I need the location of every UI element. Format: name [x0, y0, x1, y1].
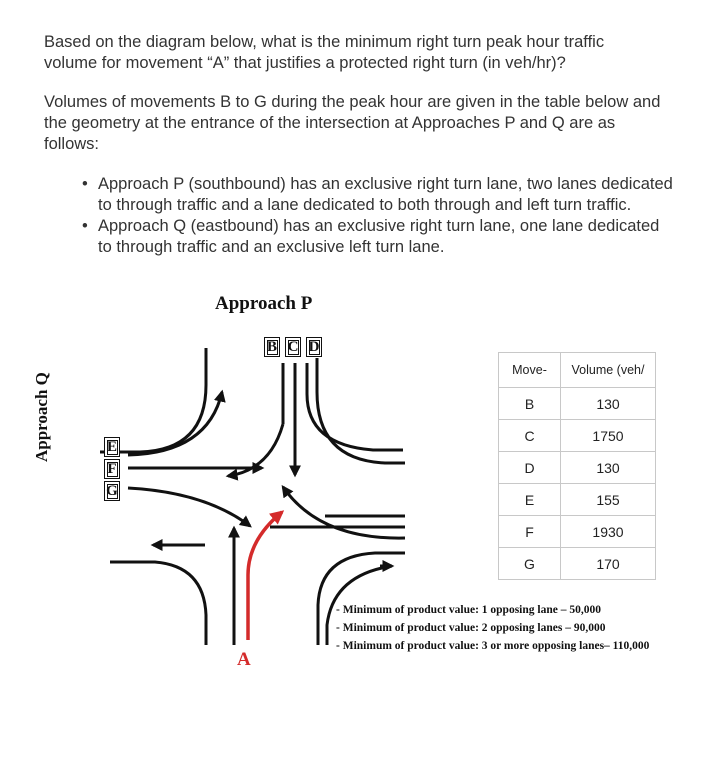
arrow-g: [128, 488, 250, 526]
arrow-a: [248, 512, 282, 640]
label-g: G: [104, 481, 120, 501]
cell-movement: D: [499, 452, 561, 484]
curb-bottom-left: [110, 562, 206, 645]
question-context-line: Volumes of movements B to G during the peak hour are given in the table below and: [44, 93, 661, 111]
question-context-line: follows:: [44, 135, 100, 153]
bullet-line: • Approach Q (eastbound) has an exclusive right turn lane, one lane dedicated: [98, 217, 660, 235]
bullet-line: to through traffic and a lane dedicated to both through and left turn traffic.: [98, 196, 632, 214]
cell-movement: G: [499, 548, 561, 580]
bullet-line: to through traffic and an exclusive left turn lane.: [98, 238, 445, 256]
label-e: E: [104, 437, 120, 457]
product-value-notes: [336, 601, 649, 655]
movement-a-label: A: [237, 649, 251, 670]
table-row: [499, 516, 656, 548]
arrow-d: [228, 424, 283, 476]
arrow-e: [128, 392, 222, 455]
question-intro-line: volume for movement “A” that justifies a protected right turn (in veh/hr)?: [44, 54, 566, 72]
bullet-line: • Approach P (southbound) has an exclusive right turn lane, two lanes dedicated: [98, 175, 673, 193]
table-row: [499, 388, 656, 420]
question-context: [44, 92, 660, 155]
table-row: [499, 420, 656, 452]
approach-p-label: Approach P: [215, 293, 313, 314]
header-movement: Move-: [499, 353, 561, 388]
label-f: F: [104, 459, 120, 479]
question-intro: [44, 32, 604, 74]
table-row: [499, 484, 656, 516]
header-volume: Volume (veh/: [561, 353, 656, 388]
table-row: [499, 452, 656, 484]
bullet-approach-q: [78, 216, 673, 258]
question-intro-line: Based on the diagram below, what is the minimum right turn peak hour traffic: [44, 33, 605, 51]
cell-movement: B: [499, 388, 561, 420]
curb-top-right: [317, 358, 405, 463]
cell-volume: 1750: [561, 420, 656, 452]
arrow-west-left: [283, 487, 405, 538]
approach-q-label: Approach Q: [32, 372, 51, 462]
table-row: [499, 548, 656, 580]
cell-volume: 170: [561, 548, 656, 580]
question-context-line: the geometry at the entrance of the intersection at Approaches P and Q are as: [44, 114, 616, 132]
bullet-approach-p: [78, 174, 673, 216]
table-header-row: [499, 353, 656, 388]
cell-movement: F: [499, 516, 561, 548]
cell-movement: E: [499, 484, 561, 516]
cell-volume: 130: [561, 388, 656, 420]
cell-volume: 155: [561, 484, 656, 516]
note-line: - Minimum of product value: 1 opposing lane – 50,000: [336, 601, 649, 619]
arrow-b: [307, 363, 403, 450]
cell-movement: C: [499, 420, 561, 452]
note-line: - Minimum of product value: 2 opposing lanes – 90,000: [336, 619, 649, 637]
cell-volume: 130: [561, 452, 656, 484]
note-line: - Minimum of product value: 3 or more opposing lanes– 110,000: [336, 637, 649, 655]
label-d: D: [306, 337, 322, 357]
volume-table: [498, 352, 656, 580]
geometry-bullet-list: [78, 174, 673, 258]
label-c: C: [285, 337, 301, 357]
label-b: B: [264, 337, 280, 357]
cell-volume: 1930: [561, 516, 656, 548]
